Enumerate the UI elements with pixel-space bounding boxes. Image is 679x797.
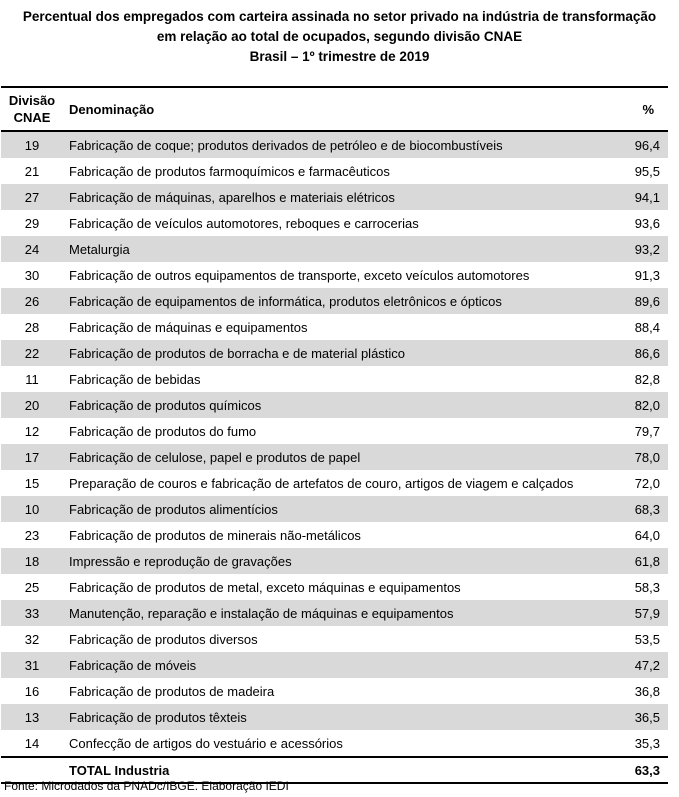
row-code: 29 bbox=[24, 215, 40, 231]
header-code-line1: Divisão bbox=[8, 93, 56, 108]
total-label: TOTAL Industria bbox=[63, 757, 584, 783]
total-pct: 63,3 bbox=[584, 757, 668, 783]
row-code: 28 bbox=[24, 319, 40, 335]
row-code: 30 bbox=[24, 267, 40, 283]
table-row bbox=[1, 184, 668, 210]
row-code: 21 bbox=[24, 163, 40, 179]
row-code: 20 bbox=[1, 392, 63, 418]
table-row bbox=[1, 600, 668, 626]
row-name: Fabricação de máquinas e equipamentos bbox=[69, 319, 308, 335]
row-code: 18 bbox=[1, 548, 63, 574]
row-name: Fabricação de produtos de minerais não-metálicos bbox=[69, 527, 361, 543]
row-pct: 58,3 bbox=[634, 579, 660, 595]
row-name: Fabricação de produtos diversos bbox=[69, 631, 258, 647]
table-row bbox=[1, 678, 668, 704]
row-pct: 57,9 bbox=[584, 600, 668, 626]
row-code: 12 bbox=[24, 423, 40, 439]
table-row bbox=[1, 314, 668, 340]
row-name: Fabricação de produtos de borracha e de material plástico bbox=[63, 340, 584, 366]
row-pct: 53,5 bbox=[634, 631, 660, 647]
row-pct: 93,6 bbox=[634, 215, 660, 231]
row-code: 15 bbox=[24, 475, 40, 491]
row-pct: 64,0 bbox=[634, 527, 660, 543]
table-body bbox=[1, 131, 668, 757]
row-pct: 68,3 bbox=[584, 496, 668, 522]
row-name: Fabricação de produtos farmoquímicos e farmacêuticos bbox=[69, 163, 390, 179]
row-name: Fabricação de produtos têxteis bbox=[63, 704, 584, 730]
row-name: Fabricação de móveis bbox=[63, 652, 584, 678]
row-code: 10 bbox=[1, 496, 63, 522]
header-code-line2: CNAE bbox=[13, 110, 51, 125]
row-name: Fabricação de produtos de madeira bbox=[69, 683, 275, 699]
row-pct: 82,8 bbox=[634, 371, 660, 387]
table-row bbox=[1, 444, 668, 470]
table-row bbox=[1, 288, 668, 314]
row-pct: 86,6 bbox=[584, 340, 668, 366]
row-code: 11 bbox=[25, 371, 39, 387]
table-row bbox=[1, 392, 668, 418]
row-code: 32 bbox=[24, 631, 40, 647]
row-name: Fabricação de produtos químicos bbox=[63, 392, 584, 418]
row-pct: 89,6 bbox=[584, 288, 668, 314]
row-name: Impressão e reprodução de gravações bbox=[63, 548, 584, 574]
title-line-1: Percentual dos empregados com carteira assinada no setor privado na indústria de transformação bbox=[22, 9, 657, 24]
table-row bbox=[1, 340, 668, 366]
title-line-3: Brasil – 1º trimestre de 2019 bbox=[249, 49, 430, 64]
table-row bbox=[1, 730, 668, 757]
row-name: Preparação de couros e fabricação de artefatos de couro, artigos de viagem e calçados bbox=[69, 475, 574, 491]
table-row bbox=[1, 366, 668, 392]
row-name: Fabricação de equipamentos de informática, produtos eletrônicos e ópticos bbox=[63, 288, 584, 314]
table-row bbox=[1, 496, 668, 522]
row-name: Fabricação de celulose, papel e produtos de papel bbox=[63, 444, 584, 470]
table-row bbox=[1, 548, 668, 574]
cnae-table bbox=[1, 86, 668, 784]
row-pct: 36,5 bbox=[584, 704, 668, 730]
source-note: Fonte: Microdados da PNADc/IBGE. Elaboração IEDI bbox=[4, 779, 289, 793]
row-code: 13 bbox=[1, 704, 63, 730]
table-row bbox=[1, 418, 668, 444]
header-code bbox=[1, 87, 63, 131]
row-name: Fabricação de coque; produtos derivados de petróleo e de biocombustíveis bbox=[63, 131, 584, 158]
row-name: Fabricação de produtos do fumo bbox=[69, 423, 257, 439]
row-name: Fabricação de outros equipamentos de transporte, exceto veículos automotores bbox=[69, 267, 530, 283]
header-name: Denominação bbox=[63, 87, 584, 131]
row-code: 16 bbox=[24, 683, 40, 699]
row-name: Fabricação de bebidas bbox=[69, 371, 201, 387]
header-row bbox=[1, 87, 668, 131]
row-pct: 72,0 bbox=[634, 475, 660, 491]
table-row bbox=[1, 210, 668, 236]
row-code: 17 bbox=[1, 444, 63, 470]
row-pct: 82,0 bbox=[584, 392, 668, 418]
row-pct: 78,0 bbox=[584, 444, 668, 470]
row-code: 27 bbox=[1, 184, 63, 210]
row-name: Metalurgia bbox=[63, 236, 584, 262]
row-code: 14 bbox=[24, 735, 40, 751]
table-row bbox=[1, 522, 668, 548]
row-code: 25 bbox=[24, 579, 40, 595]
row-name: Fabricação de produtos de metal, exceto máquinas e equipamentos bbox=[69, 579, 461, 595]
table-title bbox=[0, 0, 679, 75]
row-pct: 88,4 bbox=[634, 319, 660, 335]
table-row bbox=[1, 574, 668, 600]
table-row bbox=[1, 262, 668, 288]
row-code: 26 bbox=[1, 288, 63, 314]
table-row bbox=[1, 652, 668, 678]
row-pct: 95,5 bbox=[634, 163, 660, 179]
row-pct: 35,3 bbox=[634, 735, 660, 751]
table-row bbox=[1, 236, 668, 262]
row-pct: 61,8 bbox=[584, 548, 668, 574]
table-row bbox=[1, 704, 668, 730]
title-line-2: em relação ao total de ocupados, segundo divisão CNAE bbox=[156, 29, 523, 44]
row-pct: 96,4 bbox=[584, 131, 668, 158]
row-name: Manutenção, reparação e instalação de máquinas e equipamentos bbox=[63, 600, 584, 626]
row-pct: 47,2 bbox=[584, 652, 668, 678]
row-pct: 79,7 bbox=[634, 423, 660, 439]
table-row bbox=[1, 158, 668, 184]
row-code: 31 bbox=[1, 652, 63, 678]
row-name: Fabricação de produtos alimentícios bbox=[63, 496, 584, 522]
row-pct: 93,2 bbox=[584, 236, 668, 262]
table-row bbox=[1, 131, 668, 158]
row-name: Fabricação de veículos automotores, reboques e carrocerias bbox=[69, 215, 419, 231]
table-row bbox=[1, 470, 668, 496]
row-code: 23 bbox=[24, 527, 40, 543]
header-pct: % bbox=[584, 87, 668, 131]
row-code: 22 bbox=[1, 340, 63, 366]
row-code: 24 bbox=[1, 236, 63, 262]
table-row bbox=[1, 626, 668, 652]
row-pct: 91,3 bbox=[634, 267, 660, 283]
row-code: 33 bbox=[1, 600, 63, 626]
row-name: Confecção de artigos do vestuário e acessórios bbox=[69, 735, 343, 751]
row-code: 19 bbox=[1, 131, 63, 158]
row-name: Fabricação de máquinas, aparelhos e materiais elétricos bbox=[63, 184, 584, 210]
row-pct: 94,1 bbox=[584, 184, 668, 210]
row-pct: 36,8 bbox=[634, 683, 660, 699]
